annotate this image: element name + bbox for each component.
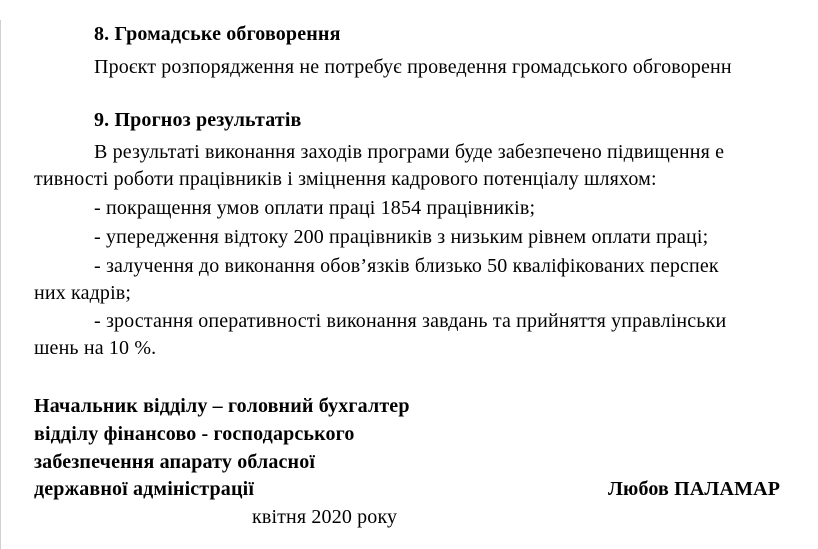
section-9-intro-line-2: тивності роботи працівників і зміцнення кадрового потенціалу шляхом: xyxy=(34,168,657,190)
document-date: квітня 2020 року xyxy=(252,506,398,528)
result-bullet-2: - упередження відтоку 200 працівників з низьким рівнем оплати праці; xyxy=(94,226,709,248)
result-bullet-4: - зростання оперативності виконання завдань та прийняття управлінськи xyxy=(94,310,727,332)
section-9-heading: 9. Прогноз результатів xyxy=(94,109,302,131)
signatory-name: Любов ПАЛАМАР xyxy=(608,478,781,500)
result-bullet-4-continuation: шень на 10 %. xyxy=(34,337,157,359)
page-edge-divider xyxy=(0,20,1,549)
signatory-position-line-3: забезпечення апарату обласної xyxy=(34,451,316,473)
section-9-intro-line-1: В результаті виконання заходів програми буде забезпечено підвищення е xyxy=(94,141,725,163)
result-bullet-3: - залучення до виконання обов’язків близько 50 кваліфікованих перспек xyxy=(94,255,719,277)
result-bullet-3-continuation: них кадрів; xyxy=(34,282,132,304)
section-8-text: Проєкт розпорядження не потребує проведення громадського обговоренн xyxy=(94,56,732,78)
section-8-heading: 8. Громадське обговорення xyxy=(94,23,341,45)
signatory-position-line-1: Начальник відділу – головний бухгалтер xyxy=(34,395,410,417)
result-bullet-1: - покращення умов оплати праці 1854 працівників; xyxy=(94,197,536,219)
signatory-position-line-4: державної адміністрації xyxy=(34,478,255,500)
signatory-position-line-2: відділу фінансово - господарського xyxy=(34,423,355,445)
